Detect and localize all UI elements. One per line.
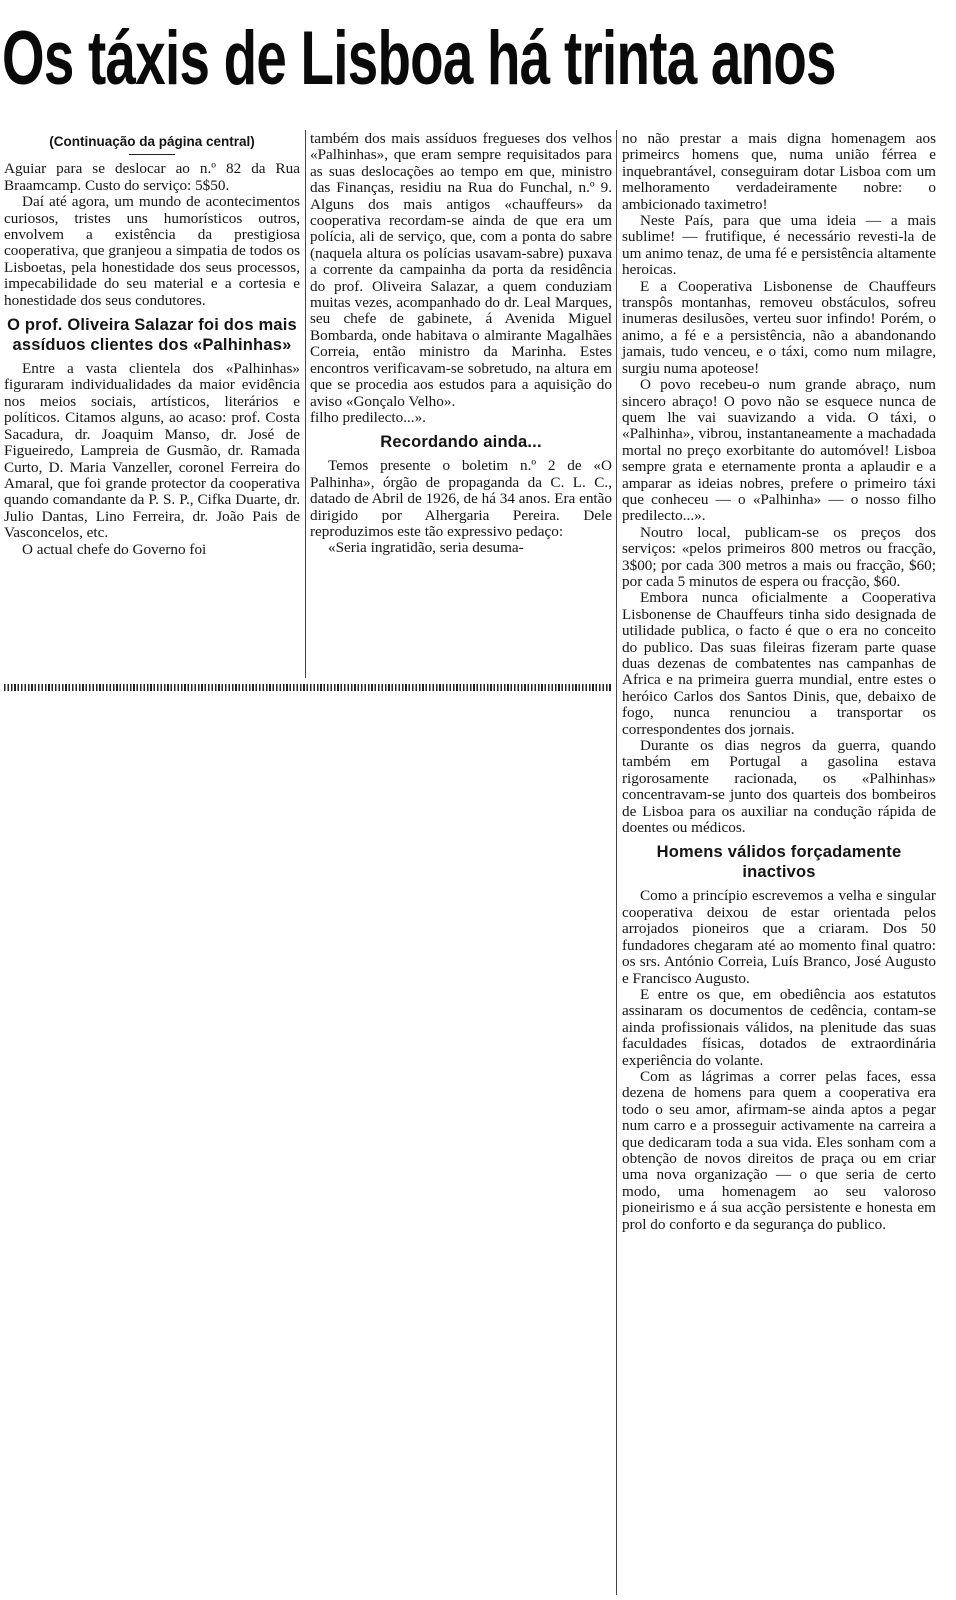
section-separator (4, 684, 612, 691)
paragraph: O actual chefe do Governo foi (22, 540, 207, 558)
paragraph: Temos presente o boletim n.º 2 de «O Palhinha», órgão de propaganda da C. L. C., datado de Abril de 1926, de há 34 anos. Era então dirigido por Alhergaria Pereira. Dele reproduzimos este tão expressivo pedaço: (310, 457, 612, 540)
paragraph: também dos mais assíduos fregueses dos velhos «Palhinhas», que eram sempre requisitados para as suas deslocações ao tempo em que, ministro das Finanças, residiu na Rua do Funchal, n.º 9. Alguns dos mais antigos «chauffeurs» da cooperativa recordam-se ainda de que era um polícia, ali de serviço, que, com a ponta do sabre (naquela altura os polícias usavam-sabre) puxava a corrente da campainha da porta da residência do prof. Oliveira Salazar, a quem conduziam muitas vezes, acompanhado do dr. Leal Marques, seu chefe de gabinete, á Avenida Miguel Bombarda, onde habitava o almirante Magalhães Correia, então ministro da Marinha. Estes encontros verificavam-se sobretudo, na altura em que se procedia aos estudos para a aquisição do aviso «Gonçalo Velho». (310, 130, 612, 410)
paragraph: E a Cooperativa Lisbonense de Chauffeurs transpôs montanhas, removeu obstáculos, sofreu inumeras desilusões, verteu suor infindo! Porém, o animo, a fé e a persistência, não a abandonando jamais, tudo venceu, e o táxi, como num milagre, surgiu numa apoteose! (622, 277, 936, 377)
paragraph: Noutro local, publicam-se os preços dos serviços: «pelos primeiros 800 metros ou fracção, 3$00; por cada 300 metros a mais ou fracção, $60; por cada 5 minutos de espera ou fracção, $60. (622, 523, 936, 590)
continuation-rule (129, 154, 175, 155)
subheading-recordando: Recordando ainda... (380, 433, 542, 452)
headline: Os táxis de Lisboa há trinta anos (2, 16, 836, 101)
paragraph: Neste País, para que uma ideia — a mais sublime! — frutifique, é necessário revesti-la de um animo tenaz, de uma fé e persistência altamente heroicas. (622, 212, 936, 279)
article-column-1 (4, 134, 300, 558)
paragraph: Aguiar para se deslocar ao n.º 82 da Rua Braamcamp. Custo do serviço: 5$50. (4, 160, 300, 194)
paragraph: Com as lágrimas a correr pelas faces, essa dezena de homens para quem a cooperativa era todo o seu amor, afirmam-se ainda aptos a pegar num carro e a prosseguir activamente na carreira a que dedicaram toda a sua vida. Eles sonham com a obtenção de novos direitos de praça ou em criar uma nova organização — o que seria de certo modo, uma homenagem ao seu valoroso pioneirismo e á sua acção persistente e honesta em prol do conforto e da segurança do publico. (622, 1067, 936, 1233)
article-column-2 (310, 131, 612, 557)
column-rule-right (616, 130, 617, 1595)
paragraph: Durante os dias negros da guerra, quando também em Portugal a gasolina estava rigorosamente racionada, os «Palhinhas» concentravam-se junto dos quarteis dos bombeiros de Lisboa para os auxiliar na condução rápida de doentes ou médicos. (622, 737, 936, 837)
subheading-salazar: O prof. Oliveira Salazar foi dos mais assíduos clientes dos «Palhinhas» (7, 316, 297, 355)
paragraph: Embora nunca oficialmente a Cooperativa Lisbonense de Chauffeurs tinha sido designada de utilidade publica, o facto é que o era no conceito do publico. Das suas fileiras fizeram parte quase duas dezenas de combatentes nas campanhas de Africa e na primeira guerra mundial, entre estes o heróico Carlos dos Santos Dinis, que, debaixo de fogo, nunca renunciou a transportar os correspondentes dos jornais. (622, 589, 936, 738)
paragraph: O povo recebeu-o num grande abraço, num sincero abraço! O povo não se esquece nunca de quem lhe vai suavizando a vida. O táxi, o «Palhinha», vibrou, instantaneamente a machadada mortal no preço exorbitante do automóvel! Lisboa sempre grata e eternamente pronta a aplaudir e a amparar as ideias nobres, prefere o primeiro táxi que conheceu — o «Palhinha» — o nosso filho predilecto...». (622, 376, 936, 525)
paragraph: no não prestar a mais digna homenagem aos primeircs homens que, numa união férrea e inquebrantável, conseguiram dotar Lisboa com um melhoramento verdadeiramente nobre: o ambicionado taximetro! (622, 130, 936, 213)
paragraph: Como a princípio escrevemos a velha e singular cooperativa deixou de estar orientada pelos arrojados pioneiros que a criaram. Dos 50 fundadores chegaram até ao momento final quatro: os srs. António Correia, Luís Branco, José Augusto e Francisco Augusto. (622, 887, 936, 987)
paragraph: filho predilecto...». (310, 408, 426, 426)
paragraph: Daí até agora, um mundo de acontecimentos curiosos, tristes uns humorísticos outros, envolvem a existência da prestigiosa cooperativa, que granjeou a simpatia de todos os Lisboetas, pela honestidade dos seus processos, impecabilidade do seu material e a cortesia e honestidade dos seus condutores. (4, 193, 300, 309)
paragraph: «Seria ingratidão, seria desuma- (328, 539, 524, 557)
subheading-homens-validos: Homens válidos forçadamente inactivos (656, 843, 902, 882)
paragraph: E entre os que, em obediência aos estatutos assinaram os documentos de cedência, contam-se ainda profissionais válidos, na plenitude das suas faculdades físicas, dotados de extraordinária experiência do volante. (622, 985, 936, 1069)
paragraph: Entre a vasta clientela dos «Palhinhas» figuraram individualidades da maior evidência nos meios sociais, artísticos, literários e políticos. Citamos alguns, ao acaso: prof. Costa Sacadura, dr. Joaquim Manso, dr. José de Figueiredo, Lampreia de Gusmão, dr. Ramada Curto, D. Maria Vanzeller, coronel Ferreira do Amaral, que foi grande protector da cooperativa quando comandante da P. S. P., Cifka Duarte, dr. Julio Dantas, Lino Ferreira, dr. João Pais de Vasconcelos, etc. (4, 360, 300, 542)
column-rule-left (305, 130, 306, 678)
continuation-note: (Continuação da página central) (49, 134, 255, 149)
article-column-3 (622, 131, 936, 1233)
